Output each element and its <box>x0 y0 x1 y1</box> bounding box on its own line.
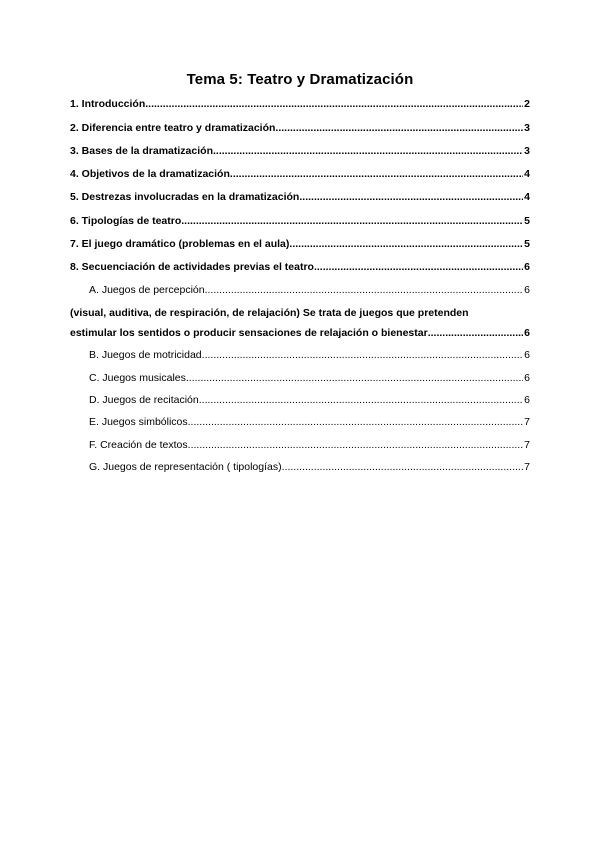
toc-entry-label: F. Creación de textos. <box>89 439 191 451</box>
toc-entry-4[interactable] <box>70 168 530 181</box>
toc-page-number: 7 <box>524 461 530 473</box>
dot-leader <box>428 327 523 340</box>
toc-page-number: 6 <box>524 349 530 361</box>
toc-entry-3[interactable] <box>70 145 530 158</box>
dot-leader <box>191 439 524 452</box>
toc-entry-6[interactable] <box>70 215 530 228</box>
toc-subentry-a[interactable] <box>70 284 530 297</box>
dot-leader <box>205 284 524 297</box>
dot-leader <box>282 461 524 474</box>
toc-page-number: 6 <box>524 394 530 406</box>
toc-page-number: 4 <box>524 168 530 180</box>
toc-page-number: 6 <box>524 327 530 339</box>
dot-leader <box>213 145 523 158</box>
toc-page-number: 6 <box>524 261 530 273</box>
toc-entry-label: estimular los sentidos o producir sensaciones de relajación o bienestar <box>70 327 428 339</box>
document-title: Tema 5: Teatro y Dramatización <box>186 71 414 88</box>
dot-leader <box>184 215 523 228</box>
toc-entry-7[interactable] <box>70 238 530 251</box>
toc-entry-label: 6. Tipologías de teatro. <box>70 215 185 227</box>
toc-entry-label: C. Juegos musicales. <box>89 372 189 384</box>
toc-wrapped-entry-line1[interactable]: (visual, auditiva, de respiración, de relajación) Se trata de juegos que pretenden <box>70 307 469 319</box>
toc-page-number: 3 <box>524 122 530 134</box>
toc-entry-label: A. Juegos de percepción <box>89 284 205 296</box>
toc-entry-label: 8. Secuenciación de actividades previas el teatro. <box>70 261 317 273</box>
toc-subentry-d[interactable] <box>70 394 530 407</box>
dot-leader <box>199 394 523 407</box>
toc-entry-label: 4. Objetivos de la dramatización. <box>70 168 233 180</box>
toc-page-number: 4 <box>524 191 530 203</box>
toc-subentry-f[interactable] <box>70 439 530 452</box>
toc-subentry-g[interactable] <box>70 461 530 474</box>
toc-entry-5[interactable] <box>70 191 530 204</box>
dot-leader <box>233 168 523 181</box>
dot-leader <box>275 122 523 135</box>
dot-leader <box>189 372 523 385</box>
toc-page-number: 5 <box>524 215 530 227</box>
toc-entry-2[interactable] <box>70 122 530 135</box>
toc-entry-label: 1. Introducción <box>70 98 146 110</box>
toc-entry-label: 5. Destrezas involucradas en la dramatización <box>70 191 300 203</box>
toc-page-number: 2 <box>524 98 530 110</box>
toc-page-number: 7 <box>524 416 530 428</box>
toc-page-number: 3 <box>524 145 530 157</box>
dot-leader <box>202 349 524 362</box>
toc-page-number: 6 <box>524 284 530 296</box>
toc-entry-label: D. Juegos de recitación <box>89 394 199 406</box>
toc-page-number: 7 <box>524 439 530 451</box>
dot-leader <box>145 98 523 111</box>
toc-page-number: 6 <box>524 372 530 384</box>
toc-entry-label: 7. El juego dramático (problemas en el aula) <box>70 238 290 250</box>
toc-entry-label: 3. Bases de la dramatización <box>70 145 213 157</box>
toc-subentry-e[interactable] <box>70 416 530 429</box>
dot-leader <box>191 416 524 429</box>
dot-leader <box>317 261 523 274</box>
toc-entry-label: G. Juegos de representación ( tipologías) <box>89 461 282 473</box>
toc-entry-label: 2. Diferencia entre teatro y dramatización <box>70 122 276 134</box>
toc-subentry-c[interactable] <box>70 372 530 385</box>
toc-entry-1[interactable] <box>70 98 530 111</box>
toc-wrapped-entry-line2[interactable] <box>70 327 530 340</box>
dot-leader <box>289 238 523 251</box>
toc-entry-label: E. Juegos simbólicos. <box>89 416 191 428</box>
toc-subentry-b[interactable] <box>70 349 530 362</box>
toc-entry-label: B. Juegos de motricidad <box>89 349 202 361</box>
dot-leader <box>299 191 523 204</box>
toc-entry-8[interactable] <box>70 261 530 274</box>
toc-page-number: 5 <box>524 238 530 250</box>
